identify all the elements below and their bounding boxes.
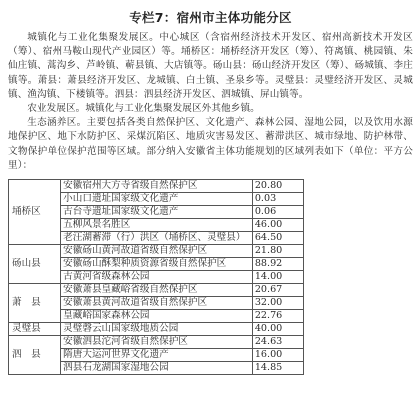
county-cell: 砀山县 [9, 245, 61, 284]
table-row [9, 336, 304, 349]
area-name-cell: 古黄河省级森林公园 [61, 271, 253, 284]
county-cell: 萧 县 [9, 284, 61, 323]
page-title: 专栏7：宿州市主体功能分区 [129, 10, 292, 25]
area-name-cell: 安徽泗县沱河省级自然保护区 [61, 336, 253, 349]
area-value-cell: 32.00 [252, 297, 303, 310]
table-row [9, 180, 304, 193]
county-cell: 埇桥区 [9, 180, 61, 245]
paragraph-agriculture-zone: 农业发展区。城镇化与工业化集聚发展区外其他乡镇。 [27, 103, 260, 115]
area-name-cell: 泗县石龙湖国家湿地公园 [61, 362, 253, 375]
area-value-cell: 21.80 [252, 245, 303, 258]
area-value-cell: 0.06 [252, 206, 303, 219]
area-name-cell: 灵璧磬云山国家级地质公园 [61, 323, 253, 336]
area-name-cell: 五柳风景名胜区 [61, 219, 253, 232]
protected-areas-table [8, 179, 304, 375]
area-value-cell: 14.00 [252, 271, 303, 284]
area-name-cell: 安徽宿州大方寺省级自然保护区 [61, 180, 253, 193]
area-name-cell: 小山口遗址国家级文化遗产 [61, 193, 253, 206]
area-name-cell: 老汪湖蓄滞（行）洪区（埇桥区、灵璧县） [61, 232, 253, 245]
area-value-cell: 20.67 [252, 284, 303, 297]
area-name-cell: 安徽萧县皇藏峪省级自然保护区 [61, 284, 253, 297]
paragraph-ecology-zone: 生态涵养区。主要包括各类自然保护区、文化遗产、森林公园、湿地公园，以及饮用水源地保护区、地下水防护区、采煤沉陷区、地质灾害易发区、蓄滞洪区、城市绿地、防护林带、文物保护单位保护范围等区域。部分纳入安徽省主体功能规划的区域列表如下（单位：平方公里）： [8, 117, 413, 171]
area-name-cell: 安徽萧县黄河故道省级自然保护区 [61, 297, 253, 310]
protected-areas-table-body [9, 180, 304, 375]
area-value-cell: 20.80 [252, 180, 303, 193]
area-name-cell: 隋唐大运河世界文化遗产 [61, 349, 253, 362]
table-row [9, 245, 304, 258]
area-value-cell: 0.03 [252, 193, 303, 206]
area-name-cell: 安徽砀山黄河故道省级自然保护区 [61, 245, 253, 258]
county-cell: 灵璧县 [9, 323, 61, 336]
area-name-cell: 安徽砀山酥梨种质资源省级自然保护区 [61, 258, 253, 271]
area-name-cell: 古台寺遗址国家级文化遗产 [61, 206, 253, 219]
area-value-cell: 24.63 [252, 336, 303, 349]
area-name-cell: 皇藏峪国家森林公园 [61, 310, 253, 323]
table-row [9, 323, 304, 336]
area-value-cell: 16.00 [252, 349, 303, 362]
area-value-cell: 46.00 [252, 219, 303, 232]
table-row [9, 284, 304, 297]
area-value-cell: 88.92 [252, 258, 303, 271]
county-cell: 泗 县 [9, 336, 61, 375]
area-value-cell: 64.50 [252, 232, 303, 245]
area-value-cell: 22.76 [252, 310, 303, 323]
area-value-cell: 40.00 [252, 323, 303, 336]
area-value-cell: 14.85 [252, 362, 303, 375]
paragraph-urbanization-zone: 城镇化与工业化集聚发展区。中心城区（含宿州经济技术开发区、宿州高新技术开发区（筹）、宿州马鞍山现代产业园区）等。埇桥区：埇桥经济开发区（筹）、符离镇、桃园镇、朱仙庄镇、蒿沟乡、芦岭镇、蕲县镇、大店镇等。砀山县：砀山经济开发区（筹）、砀城镇、李庄镇等。萧县：萧县经济开发区、龙城镇、白土镇、圣泉乡等。灵璧县：灵璧经济开发区、灵城镇、渔沟镇、下楼镇等。泗县：泗县经济开发区、泗城镇、屏山镇等。 [8, 32, 413, 100]
